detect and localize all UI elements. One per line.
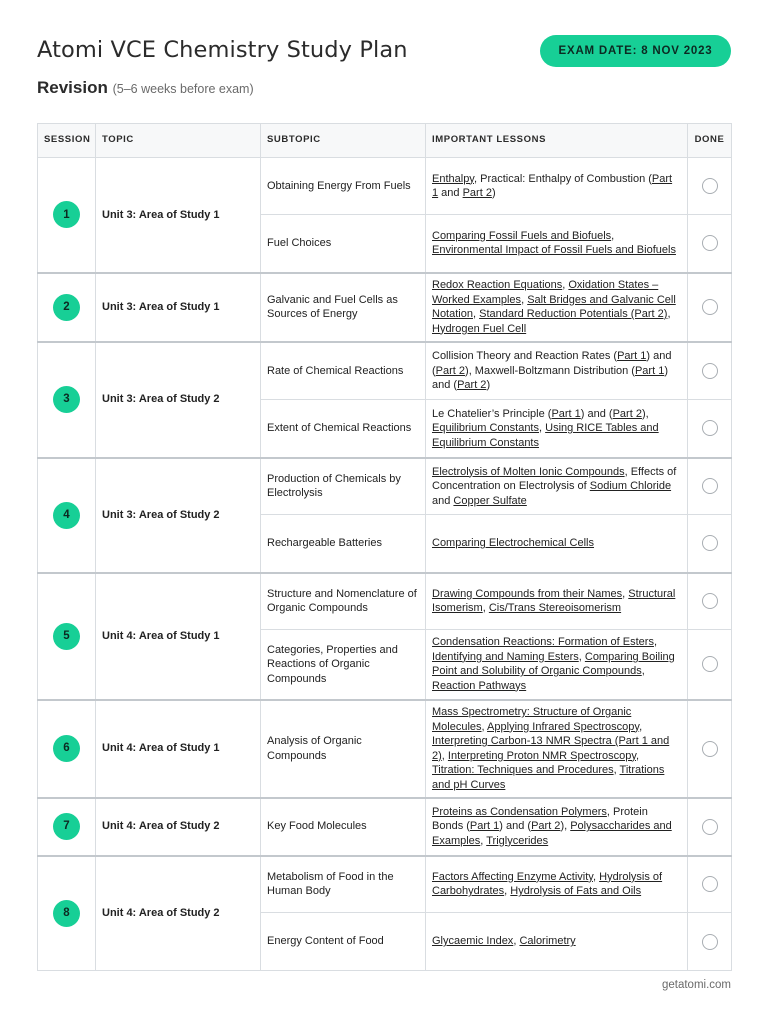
lesson-text: , bbox=[653, 636, 658, 649]
lesson-link[interactable]: Reaction Pathways bbox=[432, 679, 527, 692]
lesson-link[interactable]: Copper Sulfate bbox=[453, 494, 527, 507]
done-cell bbox=[688, 458, 732, 515]
lesson-link[interactable]: Factors Affecting Enzyme Activity bbox=[432, 870, 593, 883]
lesson-text: , bbox=[480, 834, 487, 847]
lessons-cell bbox=[426, 400, 688, 458]
lesson-link[interactable]: Condensation Reactions: Formation of Esters bbox=[432, 636, 654, 649]
lesson-link[interactable]: Using RICE Tables and Equilibrium Constants bbox=[432, 422, 659, 449]
done-cell bbox=[688, 515, 732, 573]
lesson-link[interactable]: Salt Bridges and Galvanic Cell Notation bbox=[432, 293, 676, 320]
lesson-text: and bbox=[438, 187, 463, 199]
lesson-link[interactable]: Enthalpy bbox=[432, 172, 474, 185]
topic-cell: Unit 3: Area of Study 1 bbox=[96, 158, 261, 273]
subtopic-cell: Rate of Chemical Reactions bbox=[261, 342, 426, 400]
done-checkbox[interactable] bbox=[702, 235, 718, 251]
lesson-link[interactable]: Oxidation States – Worked Examples bbox=[432, 279, 659, 306]
lesson-link[interactable]: Part 2 bbox=[462, 187, 492, 199]
lesson-link[interactable]: Comparing Fossil Fuels and Biofuels bbox=[432, 229, 612, 242]
lesson-text: ) and ( bbox=[432, 350, 672, 377]
lesson-link[interactable]: Hydrolysis of Fats and Oils bbox=[510, 885, 642, 898]
lesson-link[interactable]: Drawing Compounds from their Names bbox=[432, 587, 623, 600]
session-cell bbox=[38, 700, 96, 798]
session-number-badge: 3 bbox=[53, 386, 80, 413]
lesson-link[interactable]: Hydrolysis of Carbohydrates bbox=[432, 870, 663, 898]
done-cell bbox=[688, 273, 732, 342]
done-cell bbox=[688, 700, 732, 798]
lesson-link[interactable]: Structural Isomerism bbox=[432, 587, 676, 615]
table-row bbox=[38, 798, 732, 856]
subtopic-cell: Production of Chemicals by Electrolysis bbox=[261, 458, 426, 515]
done-cell bbox=[688, 630, 732, 700]
lesson-text: , bbox=[636, 749, 640, 762]
lesson-link[interactable]: Comparing Electrochemical Cells bbox=[432, 537, 595, 549]
lesson-link[interactable]: Triglycerides bbox=[486, 834, 549, 847]
lesson-text: , bbox=[641, 665, 645, 678]
lesson-text: Collision Theory and Reaction Rates ( bbox=[432, 350, 618, 362]
done-cell bbox=[688, 798, 732, 856]
lesson-text: , bbox=[472, 308, 480, 320]
subtopic-cell: Fuel Choices bbox=[261, 215, 426, 273]
lesson-link[interactable]: Part 1 bbox=[617, 350, 647, 362]
done-checkbox[interactable] bbox=[702, 819, 718, 835]
done-cell bbox=[688, 913, 732, 971]
subtopic-cell: Energy Content of Food bbox=[261, 913, 426, 971]
page-title: Atomi VCE Chemistry Study Plan bbox=[37, 37, 408, 63]
subtopic-cell: Analysis of Organic Compounds bbox=[261, 700, 426, 798]
lessons-cell bbox=[426, 700, 688, 798]
table-row bbox=[38, 342, 732, 400]
subtopic-cell: Metabolism of Food in the Human Body bbox=[261, 856, 426, 913]
lesson-text: , Effects of Concentration on Electrolysis of bbox=[432, 465, 677, 492]
lesson-link[interactable]: Interpreting Proton NMR Spectroscopy bbox=[447, 749, 637, 762]
table-row bbox=[38, 856, 732, 913]
lesson-text: , bbox=[539, 422, 546, 434]
lesson-text: , bbox=[441, 749, 448, 762]
done-cell bbox=[688, 856, 732, 913]
lessons-cell bbox=[426, 273, 688, 342]
lesson-link[interactable]: Titration: Techniques and Procedures bbox=[432, 764, 614, 776]
column-header-lessons: IMPORTANT LESSONS bbox=[426, 124, 688, 158]
done-cell bbox=[688, 342, 732, 400]
lesson-link[interactable]: Interpreting Carbon-13 NMR Spectra (Part 1 and 2) bbox=[432, 735, 670, 762]
table-header-row bbox=[38, 124, 732, 158]
lesson-link[interactable]: Electrolysis of Molten Ionic Compounds bbox=[432, 465, 625, 478]
done-checkbox[interactable] bbox=[702, 299, 718, 315]
topic-cell: Unit 3: Area of Study 2 bbox=[96, 342, 261, 458]
lesson-link[interactable]: Comparing Boiling Point and Solubility of Organic Compounds bbox=[432, 650, 675, 678]
lesson-text: , Protein Bonds ( bbox=[432, 805, 648, 833]
subtopic-cell: Obtaining Energy From Fuels bbox=[261, 158, 426, 215]
lesson-link[interactable]: Calorimetry bbox=[519, 935, 576, 948]
done-cell bbox=[688, 158, 732, 215]
lesson-text: , bbox=[481, 720, 488, 733]
subtopic-cell: Extent of Chemical Reactions bbox=[261, 400, 426, 458]
subtopic-cell: Categories, Properties and Reactions of Organic Compounds bbox=[261, 630, 426, 700]
lessons-cell bbox=[426, 913, 688, 971]
lesson-text: , bbox=[562, 279, 569, 291]
lesson-link[interactable]: Part 2 bbox=[457, 379, 487, 391]
topic-cell: Unit 4: Area of Study 1 bbox=[96, 573, 261, 700]
done-cell bbox=[688, 573, 732, 630]
lesson-text: , bbox=[504, 885, 511, 898]
lesson-text: ), Maxwell-Boltzmann Distribution ( bbox=[465, 364, 635, 377]
lesson-text: , bbox=[593, 870, 600, 883]
session-number-badge: 5 bbox=[53, 623, 80, 650]
lessons-cell bbox=[426, 798, 688, 856]
lesson-link[interactable]: Part 2 bbox=[612, 407, 642, 420]
done-checkbox[interactable] bbox=[702, 178, 718, 194]
subtopic-cell: Structure and Nomenclature of Organic Compounds bbox=[261, 573, 426, 630]
session-number-badge: 6 bbox=[53, 735, 80, 762]
lesson-text: ) and ( bbox=[432, 364, 668, 391]
subtopic-cell: Rechargeable Batteries bbox=[261, 515, 426, 573]
session-number-badge: 4 bbox=[53, 502, 80, 529]
lesson-text: ), bbox=[560, 820, 571, 833]
section-title: Revision bbox=[37, 78, 108, 97]
lesson-link[interactable]: Polysaccharides and Examples bbox=[432, 820, 672, 847]
lesson-text: , bbox=[482, 602, 489, 615]
column-header-subtopic: SUBTOPIC bbox=[261, 124, 426, 158]
exam-date-badge: EXAM DATE: 8 NOV 2023 bbox=[540, 35, 731, 67]
footer-website: getatomi.com bbox=[661, 979, 731, 991]
study-plan-table bbox=[37, 123, 732, 971]
section-note: (5–6 weeks before exam) bbox=[112, 82, 254, 96]
lesson-text: , bbox=[578, 650, 585, 663]
done-cell bbox=[688, 215, 732, 273]
topic-cell: Unit 4: Area of Study 1 bbox=[96, 700, 261, 798]
lesson-text: , bbox=[667, 308, 671, 320]
lesson-link[interactable]: Sodium Chloride bbox=[589, 480, 672, 492]
done-checkbox[interactable] bbox=[702, 934, 718, 950]
lesson-text: ) and ( bbox=[580, 407, 613, 420]
column-header-session: SESSION bbox=[38, 124, 96, 158]
table-body bbox=[38, 158, 732, 971]
lessons-cell bbox=[426, 630, 688, 700]
lesson-text: ) bbox=[486, 379, 491, 391]
lessons-cell bbox=[426, 215, 688, 273]
session-cell bbox=[38, 342, 96, 458]
topic-cell: Unit 4: Area of Study 2 bbox=[96, 798, 261, 856]
table-row bbox=[38, 158, 732, 215]
lesson-link[interactable]: Part 2 bbox=[435, 364, 466, 377]
session-cell bbox=[38, 573, 96, 700]
lesson-link[interactable]: Redox Reaction Equations bbox=[432, 279, 563, 291]
lesson-text: , Practical: Enthalpy of Combustion ( bbox=[474, 172, 652, 185]
done-cell bbox=[688, 400, 732, 458]
session-number-badge: 2 bbox=[53, 294, 80, 321]
session-cell bbox=[38, 798, 96, 856]
lesson-link[interactable]: Part 2 bbox=[531, 820, 561, 833]
lesson-link[interactable]: Mass Spectrometry: Structure of Organic Molecules bbox=[432, 706, 632, 733]
lessons-cell bbox=[426, 342, 688, 400]
lesson-text: ), bbox=[641, 407, 649, 420]
lesson-link[interactable]: Glycaemic Index bbox=[432, 935, 514, 948]
lesson-link[interactable]: Part 1 bbox=[551, 407, 581, 420]
lesson-text: , bbox=[521, 293, 528, 306]
lesson-link[interactable]: Titrations and pH Curves bbox=[432, 764, 665, 791]
lessons-cell bbox=[426, 856, 688, 913]
lessons-cell bbox=[426, 458, 688, 515]
done-checkbox[interactable] bbox=[702, 363, 718, 379]
lesson-text: , bbox=[513, 935, 520, 948]
done-checkbox[interactable] bbox=[702, 593, 718, 609]
lesson-text: and bbox=[432, 494, 454, 507]
lesson-text: , bbox=[613, 764, 620, 776]
lesson-link[interactable]: Identifying and Naming Esters bbox=[432, 650, 579, 663]
lesson-link[interactable]: Cis/Trans Stereoisomerism bbox=[488, 602, 622, 615]
lesson-link[interactable]: Equilibrium Constants bbox=[432, 422, 539, 434]
session-cell bbox=[38, 856, 96, 971]
lesson-text: , bbox=[622, 587, 629, 600]
column-header-topic: TOPIC bbox=[96, 124, 261, 158]
lesson-text: Le Chatelier’s Principle ( bbox=[432, 407, 552, 420]
lesson-link[interactable]: Standard Reduction Potentials (Part 2) bbox=[479, 308, 668, 320]
lesson-link[interactable]: Part 1 bbox=[469, 820, 500, 833]
subtopic-cell: Key Food Molecules bbox=[261, 798, 426, 856]
done-checkbox[interactable] bbox=[702, 478, 718, 494]
session-number-badge: 8 bbox=[53, 900, 80, 927]
lesson-link[interactable]: Applying Infrared Spectroscopy bbox=[487, 720, 640, 733]
session-cell bbox=[38, 273, 96, 342]
lesson-text: ) and ( bbox=[499, 820, 532, 833]
lesson-link[interactable]: Proteins as Condensation Polymers bbox=[432, 805, 607, 818]
lesson-text: , bbox=[611, 229, 615, 242]
done-checkbox[interactable] bbox=[702, 656, 718, 672]
done-checkbox[interactable] bbox=[702, 535, 718, 551]
session-cell bbox=[38, 158, 96, 273]
topic-cell: Unit 4: Area of Study 2 bbox=[96, 856, 261, 971]
lesson-link[interactable]: Part 1 bbox=[432, 172, 673, 199]
table-row bbox=[38, 458, 732, 515]
session-number-badge: 1 bbox=[53, 201, 80, 228]
done-checkbox[interactable] bbox=[702, 741, 718, 757]
done-checkbox[interactable] bbox=[702, 420, 718, 436]
session-number-badge: 7 bbox=[53, 813, 80, 840]
section-heading bbox=[37, 78, 254, 98]
topic-cell: Unit 3: Area of Study 1 bbox=[96, 273, 261, 342]
session-cell bbox=[38, 458, 96, 573]
lesson-text: , bbox=[639, 720, 643, 733]
subtopic-cell: Galvanic and Fuel Cells as Sources of Energy bbox=[261, 273, 426, 342]
column-header-done: DONE bbox=[688, 124, 732, 158]
lessons-cell bbox=[426, 573, 688, 630]
topic-cell: Unit 3: Area of Study 2 bbox=[96, 458, 261, 573]
table-row bbox=[38, 573, 732, 630]
lesson-link[interactable]: Part 1 bbox=[634, 364, 665, 377]
lessons-cell bbox=[426, 158, 688, 215]
table-row bbox=[38, 273, 732, 342]
lesson-link[interactable]: Environmental Impact of Fossil Fuels and Biofuels bbox=[432, 244, 676, 257]
table-row bbox=[38, 700, 732, 798]
lesson-link[interactable]: Hydrogen Fuel Cell bbox=[432, 322, 527, 335]
lesson-text: ) bbox=[491, 187, 496, 199]
lessons-cell bbox=[426, 515, 688, 573]
done-checkbox[interactable] bbox=[702, 876, 718, 892]
